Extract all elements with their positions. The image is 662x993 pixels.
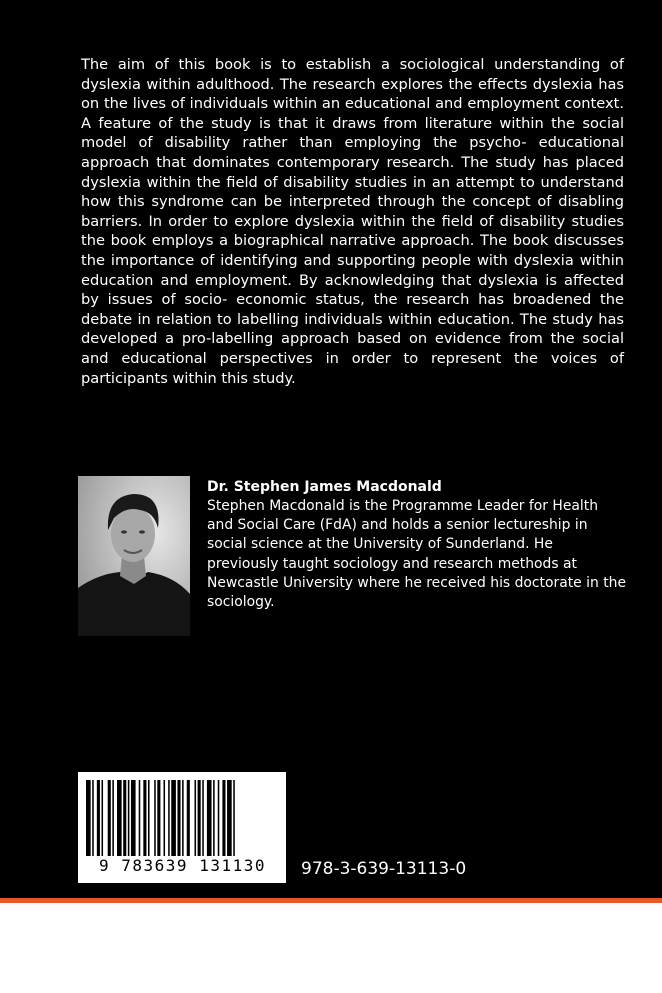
author-photo [78,476,190,636]
author-portrait-icon [78,476,190,636]
accent-band [0,898,662,903]
author-name: Dr. Stephen James Macdonald [207,479,442,495]
barcode-digits: 9 783639 131130 [99,856,266,875]
book-description: The aim of this book is to establish a sociological understanding of dyslexia within adulthood. The research explores the effects dyslexia has on the lives of individuals within an educational and employment context. A feature of the study is that it draws from literature within the social model of disability rather than employing the psycho- educational approach that dominates contemporary research. The study has placed dyslexia within the field of disability studies in an attempt to understand how this syndrome can be interpreted through the concept of disabling barriers. In order to explore dyslexia within the field of disability studies the book employs a biographical narrative approach. The book discusses the importance of identifying and supporting people with dyslexia within education and employment. By acknowledging that dyslexia is affected by issues of socio- economic status, the research has broadened the debate in relation to labelling individuals within education. The study has developed a pro-labelling approach based on evidence from the social and educational perspectives in order to represent the voices of participants within this study. [81,56,624,387]
isbn-number: 978-3-639-13113-0 [301,859,467,879]
author-bio: Stephen Macdonald is the Programme Leader for Health and Social Care (FdA) and holds a senior lectureship in social science at the University of Sunderland. He previously taught sociology and research methods at Newcastle University where he received his doctorate in the sociology. [207,498,626,611]
